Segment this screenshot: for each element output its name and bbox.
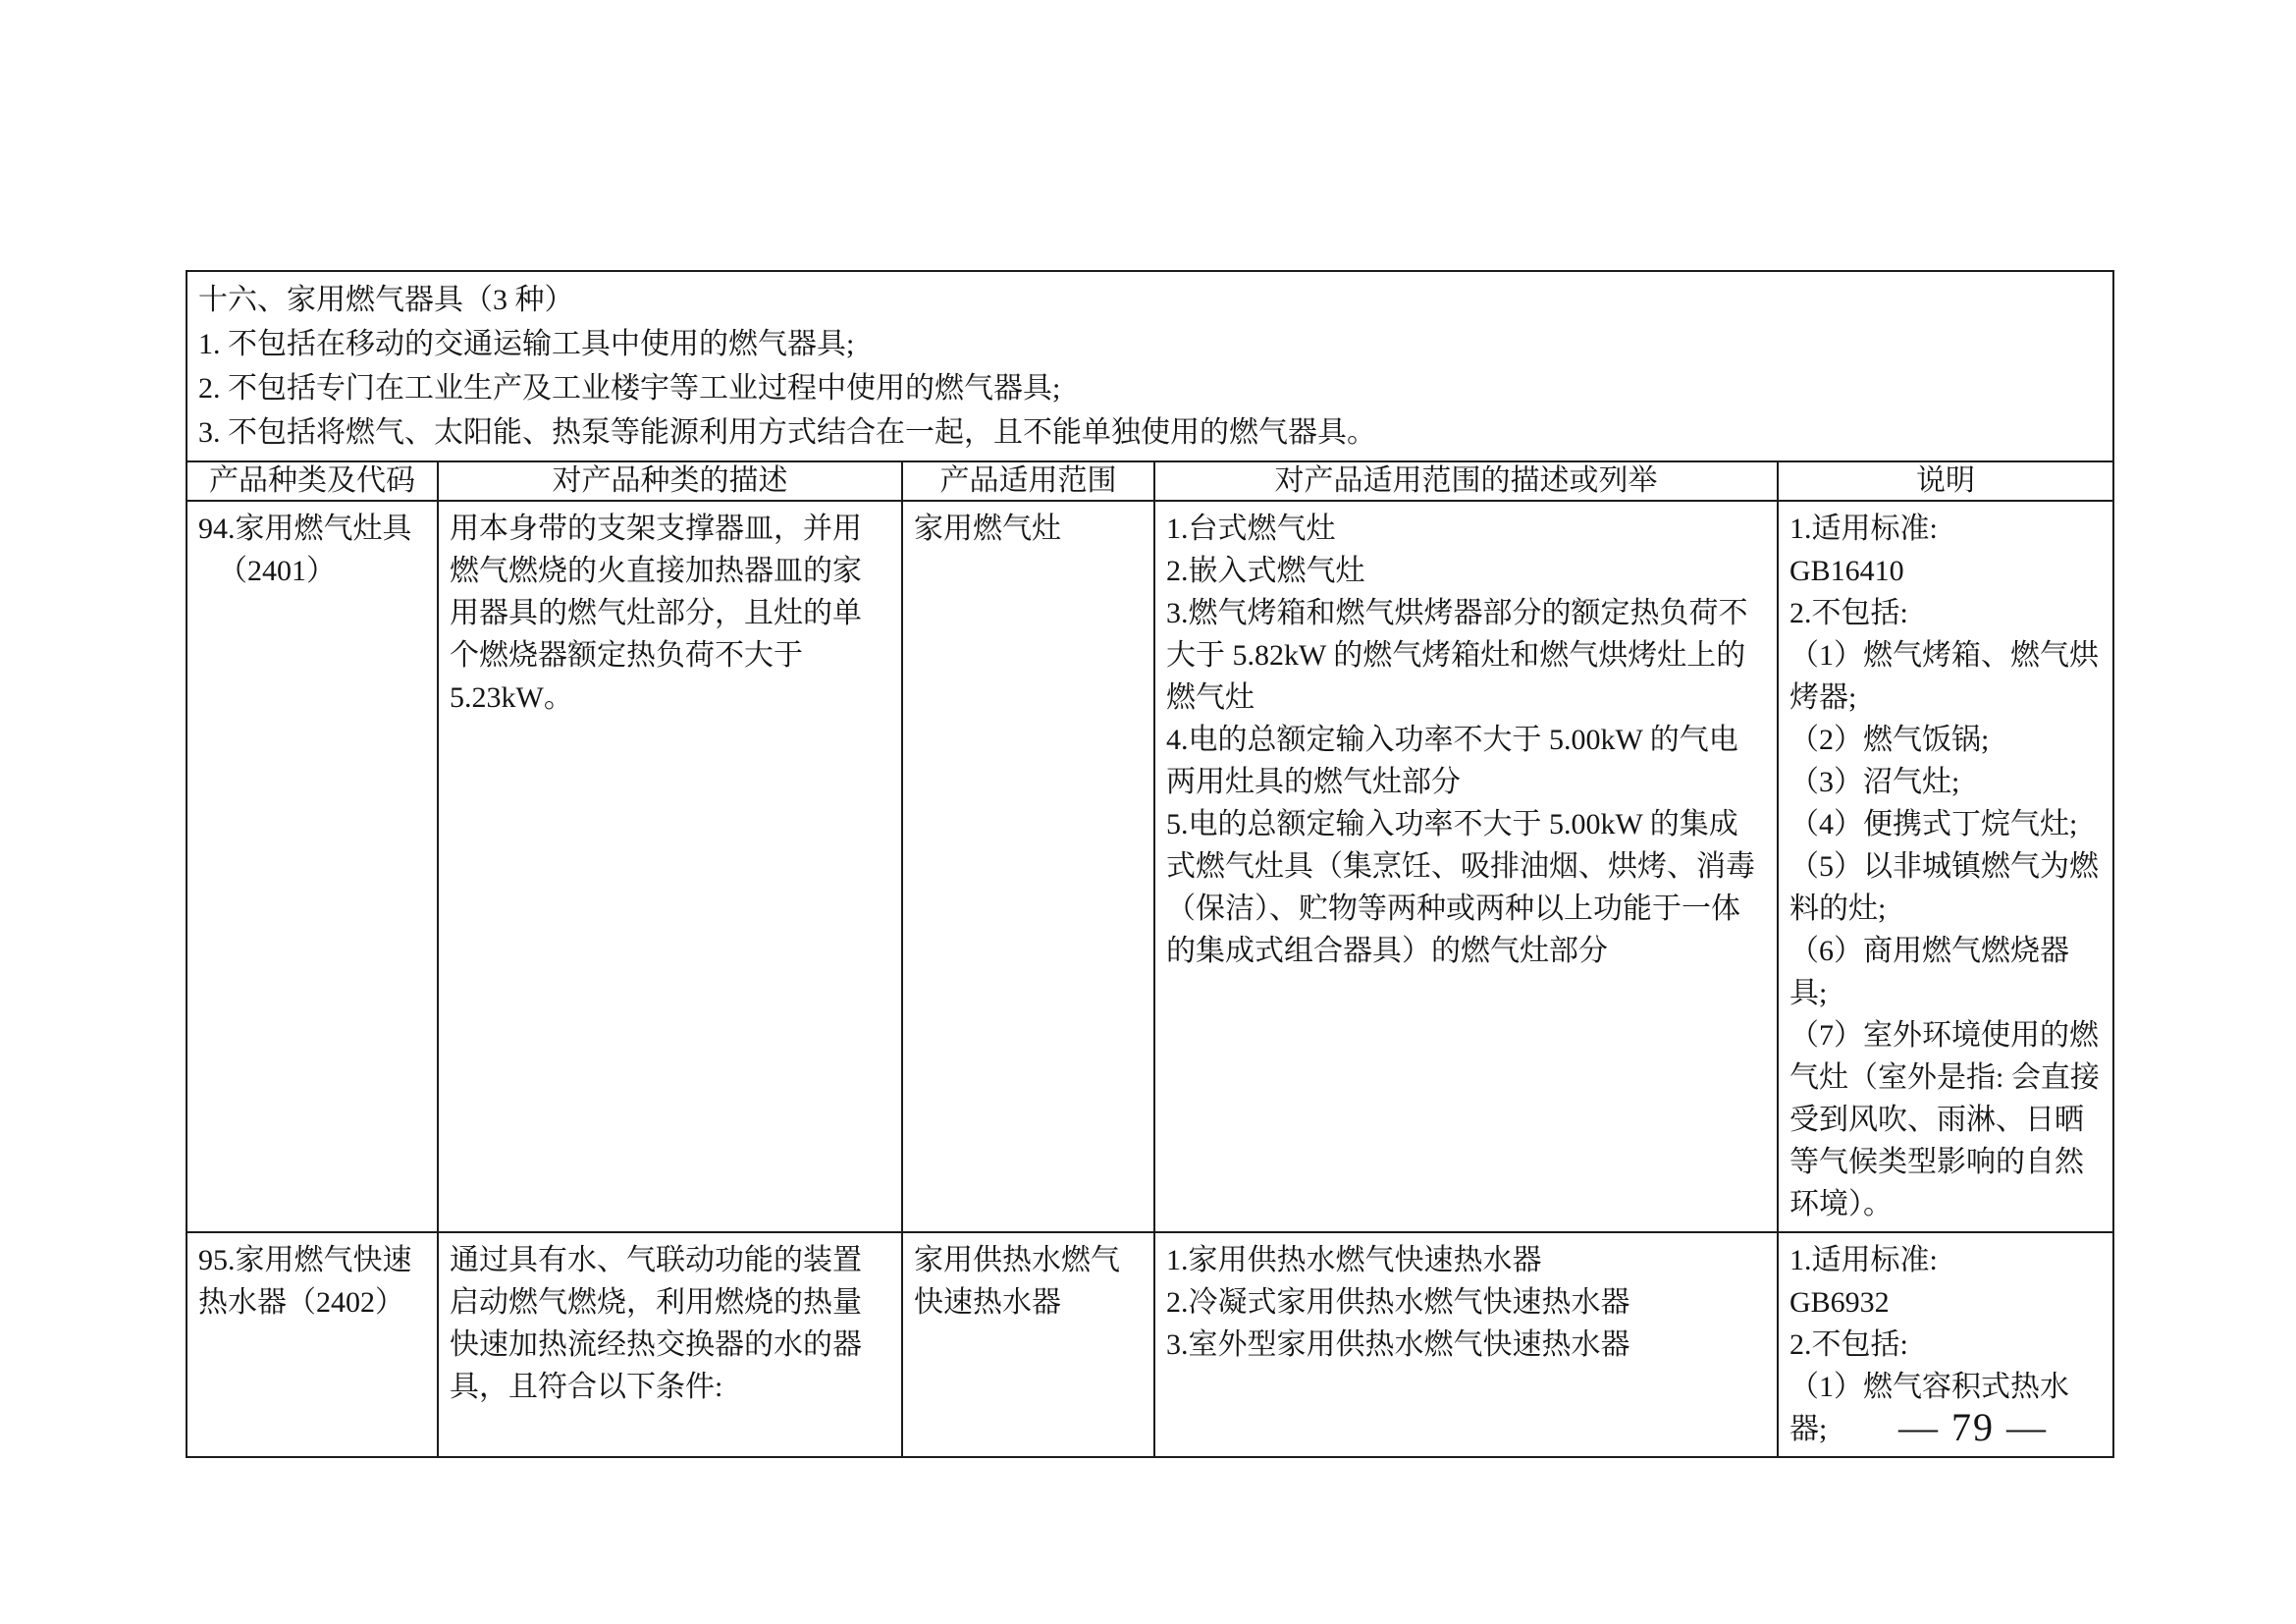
- scope-detail-item: 1.家用供热水燃气快速热水器: [1166, 1244, 1542, 1276]
- remarks-line: （3）沼气灶;: [1789, 766, 1960, 798]
- remarks-line: （2）燃气饭锅;: [1789, 724, 1990, 756]
- col-header-description: 对产品种类的描述: [438, 461, 902, 501]
- scope-description-cell: [1154, 501, 1778, 1232]
- section-note: 2. 不包括专门在工业生产及工业楼宇等工业过程中使用的燃气器具;: [198, 372, 1061, 405]
- section-title: 十六、家用燃气器具（3 种）: [198, 284, 574, 316]
- remarks-line: 1.适用标准:: [1789, 1244, 1938, 1276]
- scope-description-cell: [1154, 1232, 1778, 1457]
- section-header-row: [187, 271, 2113, 461]
- scope-detail-item: 1.台式燃气灶: [1166, 513, 1336, 545]
- remarks-line: 2.不包括:: [1789, 597, 1908, 629]
- scope-detail-item: 2.嵌入式燃气灶: [1166, 555, 1365, 587]
- product-code-line: 95.家用燃气快速: [198, 1244, 412, 1276]
- remarks-line: （1）燃气容积式热水器;: [1789, 1371, 2069, 1445]
- scope-detail-item: 3.燃气烤箱和燃气烘烤器部分的额定热负荷不大于 5.82kW 的燃气烤箱灶和燃气烘烤灶上的燃气灶: [1166, 597, 1748, 714]
- remarks-line: 2.不包括:: [1789, 1328, 1908, 1361]
- section-note: 1. 不包括在移动的交通运输工具中使用的燃气器具;: [198, 328, 855, 360]
- scope-cell: 家用供热水燃气快速热水器: [902, 1232, 1154, 1457]
- table-row-94: [187, 501, 2113, 1232]
- remarks-line: 1.适用标准:: [1789, 513, 1938, 545]
- col-header-scope-description: 对产品适用范围的描述或列举: [1154, 461, 1778, 501]
- table-row-95: [187, 1232, 2113, 1457]
- scope-detail-item: 2.冷凝式家用供热水燃气快速热水器: [1166, 1286, 1630, 1319]
- page-number: — 79 —: [1898, 1405, 2048, 1449]
- product-description-cell: 用本身带的支架支撑器皿，并用燃气燃烧的火直接加热器皿的家用器具的燃气灶部分，且灶的单个燃烧器额定热负荷不大于 5.23kW。: [438, 501, 902, 1232]
- scope-detail-item: 4.电的总额定输入功率不大于 5.00kW 的气电两用灶具的燃气灶部分: [1166, 724, 1738, 798]
- remarks-line: （1）燃气烤箱、燃气烘烤器;: [1789, 639, 2099, 714]
- remarks-cell: [1778, 501, 2113, 1232]
- col-header-product-code: 产品种类及代码: [187, 461, 438, 501]
- product-category-table: [186, 270, 2114, 1458]
- remarks-line: （6）商用燃气燃烧器具;: [1789, 935, 2069, 1009]
- product-code-line: 热水器（2402）: [198, 1286, 404, 1319]
- remarks-line: GB16410: [1789, 555, 1904, 587]
- remarks-line: GB6932: [1789, 1286, 1890, 1319]
- product-code-cell: [187, 1232, 438, 1457]
- product-description-cell: 通过具有水、气联动功能的装置启动燃气燃烧，利用燃烧的热量快速加热流经热交换器的水的器具，且符合以下条件:: [438, 1232, 902, 1457]
- product-code-cell: [187, 501, 438, 1232]
- col-header-remarks: 说明: [1778, 461, 2113, 501]
- remarks-line: （5）以非城镇燃气为燃料的灶;: [1789, 850, 2099, 925]
- scope-detail-item: 3.室外型家用供热水燃气快速热水器: [1166, 1328, 1630, 1361]
- col-header-scope: 产品适用范围: [902, 461, 1154, 501]
- scope-detail-item: 5.电的总额定输入功率不大于 5.00kW 的集成式燃气灶具（集烹饪、吸排油烟、烘烤、消毒（保洁）、贮物等两种或两种以上功能于一体的集成式组合器具）的燃气灶部分: [1166, 808, 1755, 967]
- column-header-row: [187, 461, 2113, 501]
- remarks-line: （7）室外环境使用的燃气灶（室外是指: 会直接受到风吹、雨淋、日晒等气候类型影响的自然环境）。: [1789, 1019, 2100, 1220]
- scope-cell: 家用燃气灶: [902, 501, 1154, 1232]
- section-note: 3. 不包括将燃气、太阳能、热泵等能源利用方式结合在一起，且不能单独使用的燃气器具。: [198, 416, 1376, 449]
- product-code-line: （2401）: [218, 555, 336, 587]
- section-header-cell: [187, 271, 2113, 461]
- product-code-line: 94.家用燃气灶具: [198, 513, 412, 545]
- remarks-line: （4）便携式丁烷气灶;: [1789, 808, 2078, 840]
